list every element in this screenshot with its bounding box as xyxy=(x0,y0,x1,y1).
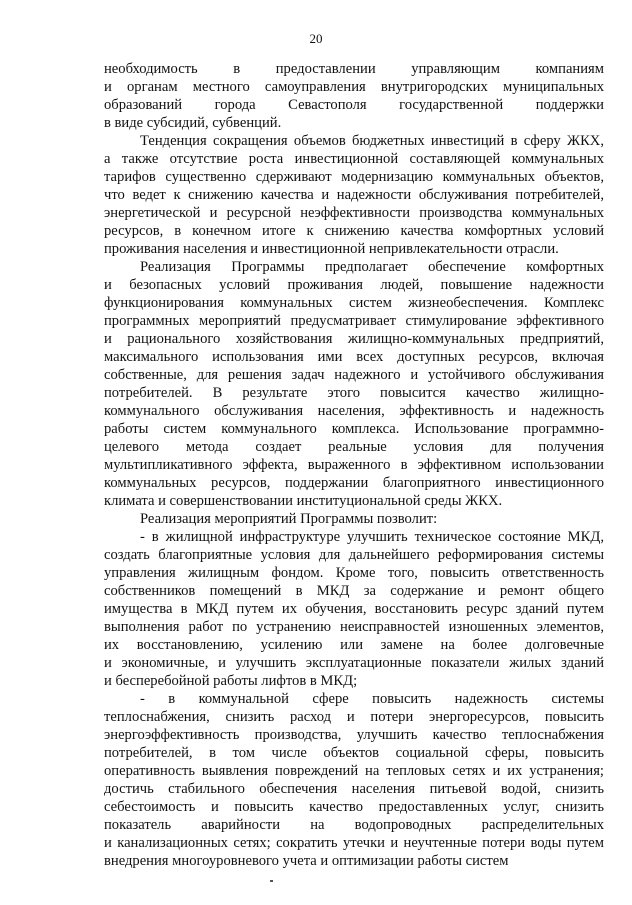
text-line: Тенденция сокращения объемов бюджетных инвестиций в сферу ЖКХ, xyxy=(140,133,604,149)
text-line: энергоэффективность производства, улучшить качество теплоснабжения xyxy=(104,727,604,743)
text-line: внедрения многоуровневого учета и оптимизации работы систем xyxy=(104,853,509,869)
text-line: что ведет к снижению качества и надежности обслуживания потребителей, xyxy=(104,187,604,203)
text-line: а также отсутствие роста инвестиционной составляющей коммунальных xyxy=(104,151,604,167)
page-number: 20 xyxy=(309,31,323,46)
text-line: программных мероприятий предусматривает стимулирование эффективного xyxy=(104,313,604,329)
text-line: достичь стабильного обеспечения населения питьевой водой, снизить xyxy=(104,781,604,797)
text-line: и канализационных сетях; сократить утечки и неучтенные потери воды путем xyxy=(104,835,604,851)
paragraph xyxy=(104,690,604,870)
text-line: собственные, для решения задач надежного и устойчивого обслуживания xyxy=(104,367,604,383)
text-line: потребителей. В результате этого повысится качество жилищно- xyxy=(104,385,604,401)
text-line: мультипликативного эффекта, выраженного в эффективном использовании xyxy=(104,457,604,473)
text-line: функционирования коммунальных систем жизнеобеспечения. Комплекс xyxy=(104,295,604,311)
text-line: Реализация мероприятий Программы позволит: xyxy=(140,511,438,527)
text-line: показатель аварийности на водопроводных распределительных xyxy=(104,817,604,833)
text-line: необходимость в предоставлении управляющим компаниям xyxy=(104,61,604,77)
text-line: работы систем коммунального комплекса. Использование программно- xyxy=(104,421,604,437)
text-line: собственников помещений в МКД за содержание и ремонт общего xyxy=(104,583,604,599)
text-line: и органам местного самоуправления внутригородских муниципальных xyxy=(104,79,604,95)
paragraph xyxy=(104,510,604,528)
text-line: и бесперебойной работы лифтов в МКД; xyxy=(104,673,358,689)
text-line: коммунального обслуживания населения, эффективность и надежность xyxy=(104,403,604,419)
paragraph xyxy=(104,132,604,258)
text-line: проживания населения и инвестиционной непривлекательности отрасли. xyxy=(104,241,559,257)
text-line: имущества в МКД путем их обучения, восстановить ресурс зданий путем xyxy=(104,601,604,617)
text-line: Реализация Программы предполагает обеспечение комфортных xyxy=(140,259,604,275)
text-line: теплоснабжения, снизить расход и потери энергоресурсов, повысить xyxy=(104,709,604,725)
paragraph xyxy=(104,258,604,510)
text-line: ресурсов, в конечном итоге к снижению качества комфортных условий xyxy=(104,223,604,239)
text-line: - в коммунальной сфере повысить надежность системы xyxy=(140,691,604,707)
paragraph xyxy=(104,528,604,690)
text-line: потребителей, в том числе объектов социальной сферы, повысить xyxy=(104,745,604,761)
text-line: создать благоприятные условия для дальнейшего реформирования системы xyxy=(104,547,604,563)
text-line: - в жилищной инфраструктуре улучшить техническое состояние МКД, xyxy=(140,529,604,545)
text-line: максимального использования ими всех доступных ресурсов, включая xyxy=(104,349,604,365)
text-line: энергетической и ресурсной неэффективности производства коммунальных xyxy=(104,205,604,221)
text-line: их восстановлению, усилению или замене на более долговечные xyxy=(104,637,604,653)
paragraph xyxy=(104,60,604,132)
text-line: себестоимость и повысить качество предоставленных услуг, снизить xyxy=(104,799,604,815)
text-line: климата и совершенствовании институциональной среды ЖКХ. xyxy=(104,493,503,509)
text-line: образований города Севастополя государственной поддержки xyxy=(104,97,604,113)
text-line: коммунальных ресурсов, поддержании благоприятного инвестиционного xyxy=(104,475,604,491)
text-line: тарифов существенно сдерживают модернизацию коммунальных объектов, xyxy=(104,169,604,185)
text-line: и рационального хозяйствования жилищно-коммунальных предприятий, xyxy=(104,331,604,347)
text-line: управления жилищным фондом. Кроме того, повысить ответственность xyxy=(104,565,604,581)
body-text xyxy=(104,60,604,870)
text-line: в виде субсидий, субвенций. xyxy=(104,115,282,131)
text-line: и безопасных условий проживания людей, повышение надежности xyxy=(104,277,604,293)
text-line: выполнения работ по устранению неисправностей изношенных элементов, xyxy=(104,619,604,635)
text-line: и экономичные, и улучшить эксплуатационные показатели жилых зданий xyxy=(104,655,604,671)
text-line: целевого метода создает реальные условия для получения xyxy=(104,439,604,455)
scan-artifact xyxy=(270,880,273,882)
text-line: оперативность выявления повреждений на тепловых сетях и их устранения; xyxy=(104,763,604,779)
